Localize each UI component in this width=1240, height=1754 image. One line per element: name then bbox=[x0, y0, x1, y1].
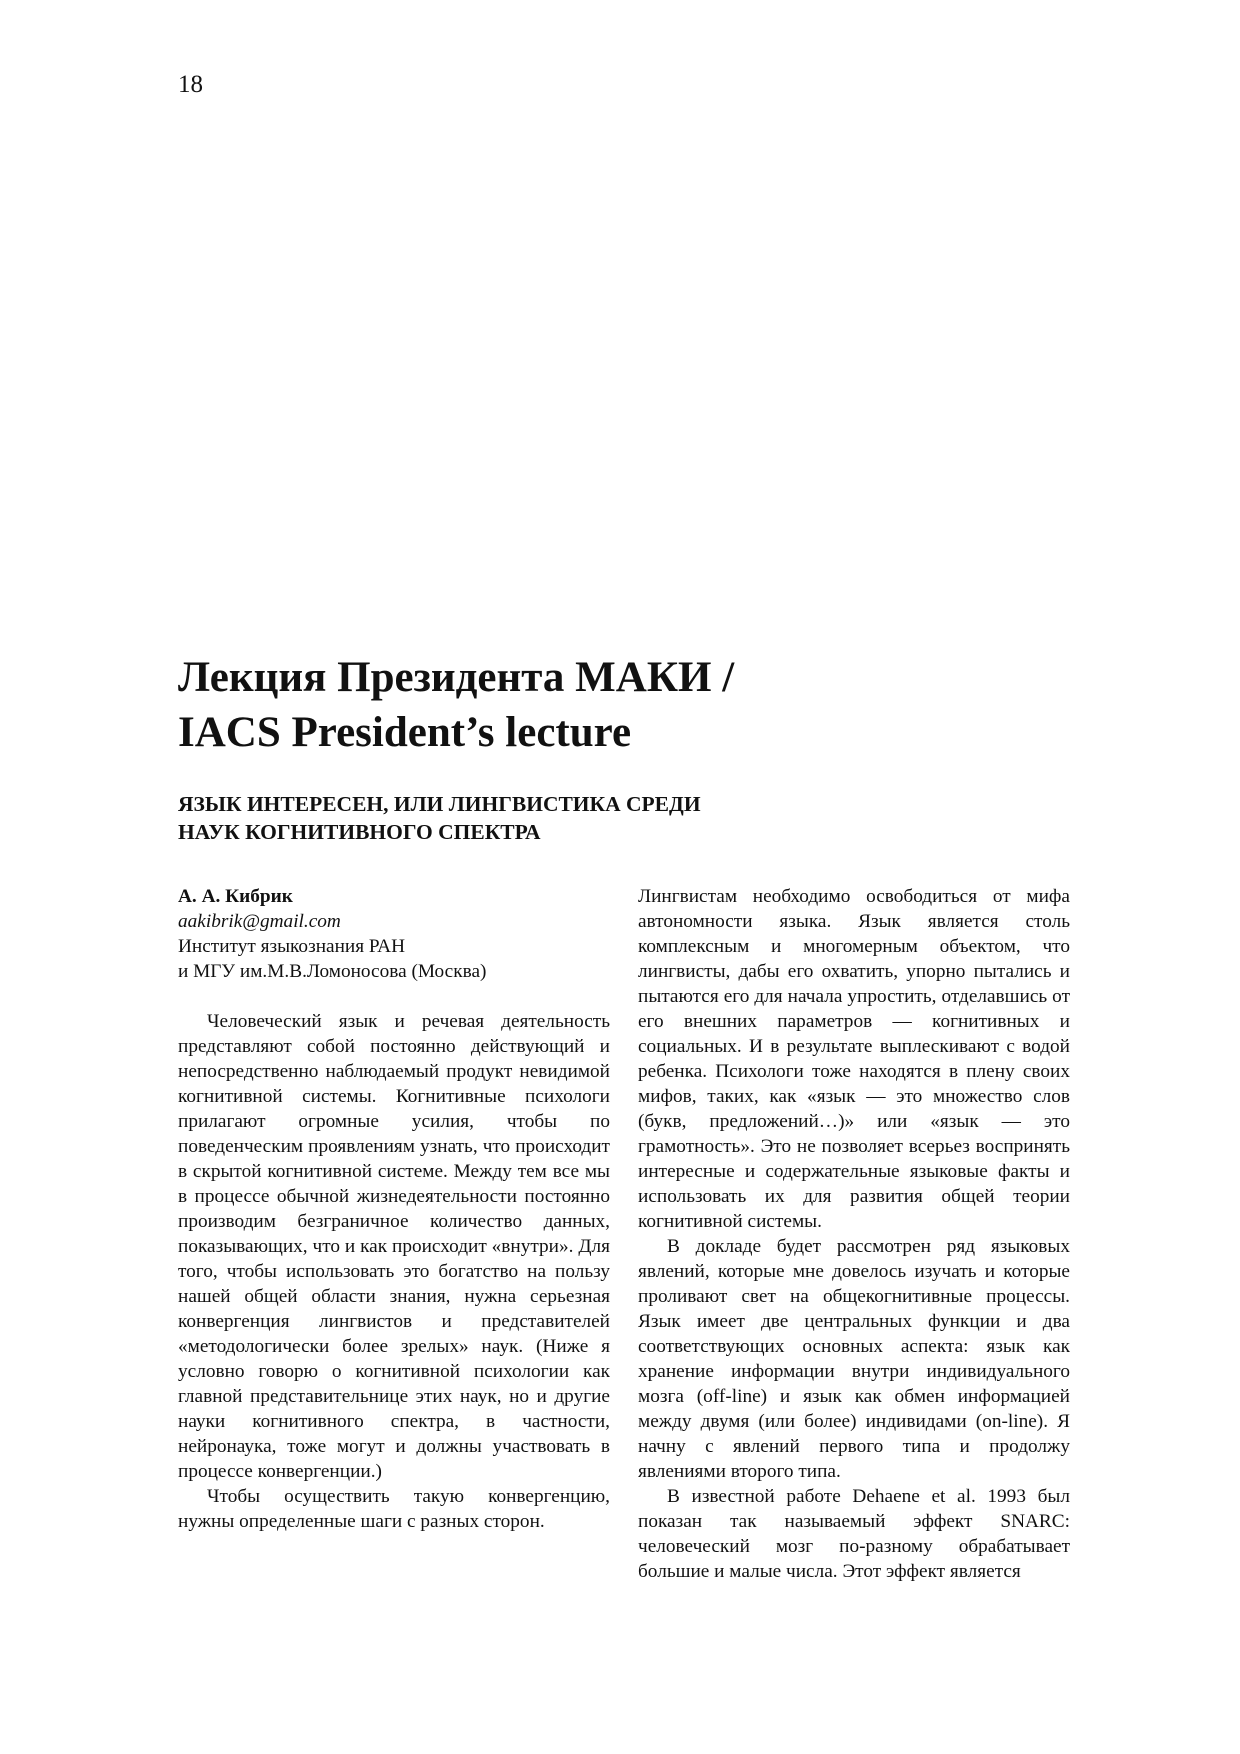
article-title-line-2: НАУК КОГНИТИВНОГО СПЕКТРА bbox=[178, 820, 541, 844]
lecture-title bbox=[178, 650, 1078, 760]
body-paragraph-2-continued: Лингвистам необходимо освободиться от мифа автономности языка. Язык является столь комплексным и многомерным объектом, что лингвисты, дабы его охватить, упорно пытались и пытаются его для начала упростить, отделавшись от его внешних параметров — когнитивных и социальных. И в результате выплескивают с водой ребенка. Психологи тоже находятся в плену своих мифов, таких, как «язык — это множество слов (букв, предложений…)» или «язык — это грамотность». Это не позволяет всерьез воспринять интересные и содержательные языковые факты и использовать их для развития общей теории когнитивной системы. bbox=[638, 886, 1070, 1232]
body-paragraph-2: Чтобы осуществить такую конвергенцию, нужны определенные шаги с разных сторон. bbox=[178, 1486, 610, 1532]
author-name: А. А. Кибрик bbox=[178, 886, 293, 907]
right-column bbox=[638, 884, 1070, 1584]
article-title bbox=[178, 790, 978, 846]
body-paragraph-4: В известной работе Dehaene et al. 1993 был показан так называемый эффект SNARC: человеческий мозг по-разному обрабатывает большие и малые числа. Этот эффект является bbox=[638, 1486, 1070, 1582]
body-paragraph-3: В докладе будет рассмотрен ряд языковых явлений, которые мне довелось изучать и которые проливают свет на общекогнитивные процессы. Язык имеет две центральных функции и два соответствующих основных аспекта: язык как хранение информации внутри индивидуального мозга (off-line) и язык как обмен информацией между двумя (или более) индивидами (on-line). Я начну с явлений первого типа и продолжу явлениями второго типа. bbox=[638, 1236, 1070, 1482]
body-paragraph-1: Человеческий язык и речевая деятельность представляют собой постоянно действующий и непосредственно наблюдаемый продукт невидимой когнитивной системы. Когнитивные психологи прилагают огромные усилия, чтобы по поведенческим проявлениям узнать, что происходит в скрытой когнитивной системе. Между тем все мы в процессе обычной жизнедеятельности постоянно производим безграничное количество данных, показывающих, что и как происходит «внутри». Для того, чтобы использовать это богатство на пользу нашей общей области знания, нужна серьезная конвергенция лингвистов и представителей «методологически более зрелых» наук. (Ниже я условно говорю о когнитивной психологии как главной представительнице этих наук, но и другие науки когнитивного спектра, в частности, нейронаука, тоже могут и должны участвовать в процессе конвергенции.) bbox=[178, 1011, 610, 1482]
lecture-title-line-1: Лекция Президента МАКИ / bbox=[178, 654, 735, 701]
author-block bbox=[178, 884, 610, 984]
author-email: aakibrik@gmail.com bbox=[178, 911, 341, 932]
page-number: 18 bbox=[178, 71, 203, 98]
lecture-title-line-2: IACS President’s lecture bbox=[178, 709, 632, 756]
article-title-line-1: ЯЗЫК ИНТЕРЕСЕН, ИЛИ ЛИНГВИСТИКА СРЕДИ bbox=[178, 792, 701, 816]
author-affiliation-2: и МГУ им.М.В.Ломоносова (Москва) bbox=[178, 961, 487, 982]
author-affiliation-1: Институт языкознания РАН bbox=[178, 936, 405, 957]
left-column bbox=[178, 884, 610, 1534]
